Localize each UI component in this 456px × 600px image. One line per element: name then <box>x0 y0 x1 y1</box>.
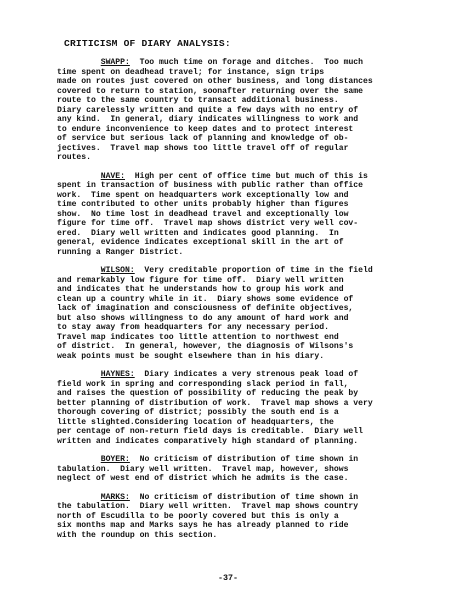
paragraph-wilson <box>57 266 423 361</box>
text-line: thorough covering of district; possibly the south end is a <box>57 408 339 417</box>
text-line: to stay away from headquarters for any necessary period. <box>57 323 329 332</box>
text-line: weak points must be sought elsewhere than in his diary. <box>57 351 325 361</box>
text-line: NAVE: High per cent of office time but much of this is <box>100 171 368 181</box>
text-line: with the roundup on this section. <box>57 530 218 540</box>
text-line: of service but serious lack of planning and knowledge of ob- <box>57 134 349 143</box>
text-line: Travel map indicates too little attention to northwest end <box>57 332 339 342</box>
text-line: jectives. Travel map shows too little travel off of regular <box>57 143 349 153</box>
text-line: and remarkably low figure for time off. Diary well written <box>57 275 344 285</box>
ranger-name: NAVE: <box>100 171 126 181</box>
paragraph-nave <box>57 172 423 258</box>
text-line: six months map and Marks says he has already planned to ride <box>57 521 349 530</box>
text-line: work. Time spent on headquarters work exceptionally low and <box>57 190 349 200</box>
text-line: WILSON: Very creditable proportion of time in the field <box>100 266 373 275</box>
text-line: figure for time off. Travel map shows district very well cov- <box>57 219 359 228</box>
text-line: ered. Diary well written and indicates good planning. In <box>57 228 339 238</box>
text-line: to endure inconvenience to keep dates and to protect interest <box>57 124 354 134</box>
text-line: and raises the question of possibility of reducing the peak by <box>57 389 359 398</box>
text-line: field work in spring and corresponding slack period in fall, <box>57 379 349 389</box>
text-line: and indicates that he understands how to group his work and <box>57 285 344 294</box>
text-line: better planning of distribution of work. Travel map shows a very <box>57 398 373 408</box>
text-line: little slighted.Considering location of headquarters, the <box>57 417 334 427</box>
ranger-name: MARKS: <box>100 492 130 502</box>
text-line: time spent on deadhead travel; for instance, sign trips <box>57 67 325 77</box>
ranger-name: HAYNES: <box>100 370 135 379</box>
text-line: SWAPP: Too much time on forage and ditches. Too much <box>100 58 364 67</box>
text-line: but also shows willingness to do any amount of hard work and <box>57 313 349 323</box>
text-line: spent in transaction of business with public rather than office <box>57 181 363 190</box>
text-line: lack of imagination and consciousness of definite objectives, <box>57 304 354 313</box>
ranger-name: BOYER: <box>100 455 130 464</box>
text-line: neglect of west end of district which he admits is the case. <box>57 474 349 483</box>
text-line: HAYNES: Diary indicates a very strenous peak load of <box>100 370 359 379</box>
text-line: running a Ranger District. <box>57 247 184 257</box>
paragraph-marks <box>57 493 423 541</box>
text-line: per centage of non-return field days is creditable. Diary well <box>57 427 363 436</box>
text-line: clean up a country while in it. Diary shows some evidence of <box>57 294 354 304</box>
text-line: BOYER: No criticism of distribution of time shown in <box>100 455 359 464</box>
text-line: written and indicates comparatively high standard of planning. <box>57 436 359 446</box>
paragraph-boyer <box>57 455 423 484</box>
page-number: -37- <box>217 573 239 583</box>
text-line: north of Escudilla to be poorly covered but this is only a <box>57 511 339 521</box>
text-line: general, evidence indicates exceptional skill in the art of <box>57 238 344 247</box>
ranger-name: SWAPP: <box>100 58 130 67</box>
text-line: tabulation. Diary well written. Travel map, however, shows <box>57 464 349 474</box>
ranger-name: WILSON: <box>100 266 135 275</box>
page-title: CRITICISM OF DIARY ANALYSIS: <box>64 38 231 49</box>
text-line: of district. In general, however, the diagnosis of Wilsons's <box>57 342 354 351</box>
text-line: routes. <box>57 153 91 162</box>
text-line: route to the same country to transact additional business. <box>57 96 339 105</box>
document-body <box>57 58 423 549</box>
text-line: show. No time lost in deadhead travel and exceptionally low <box>57 209 349 219</box>
text-line: MARKS: No criticism of distribution of time shown in <box>100 492 359 502</box>
text-line: any kind. In general, diary indicates willingness to work and <box>57 115 359 124</box>
text-line: Diary carelessly written and quite a few days with no entry of <box>57 105 359 115</box>
text-line: the tabulation. Diary well written. Travel map shows country <box>57 502 359 511</box>
text-line: time contributed to other units probably higher than figures <box>57 200 349 209</box>
paragraph-swapp <box>57 58 423 163</box>
text-line: made on routes just covered on other business, and long distances <box>57 77 373 86</box>
paragraph-haynes <box>57 370 423 446</box>
text-line: covered to return to station, soonafter returning over the same <box>57 86 363 96</box>
